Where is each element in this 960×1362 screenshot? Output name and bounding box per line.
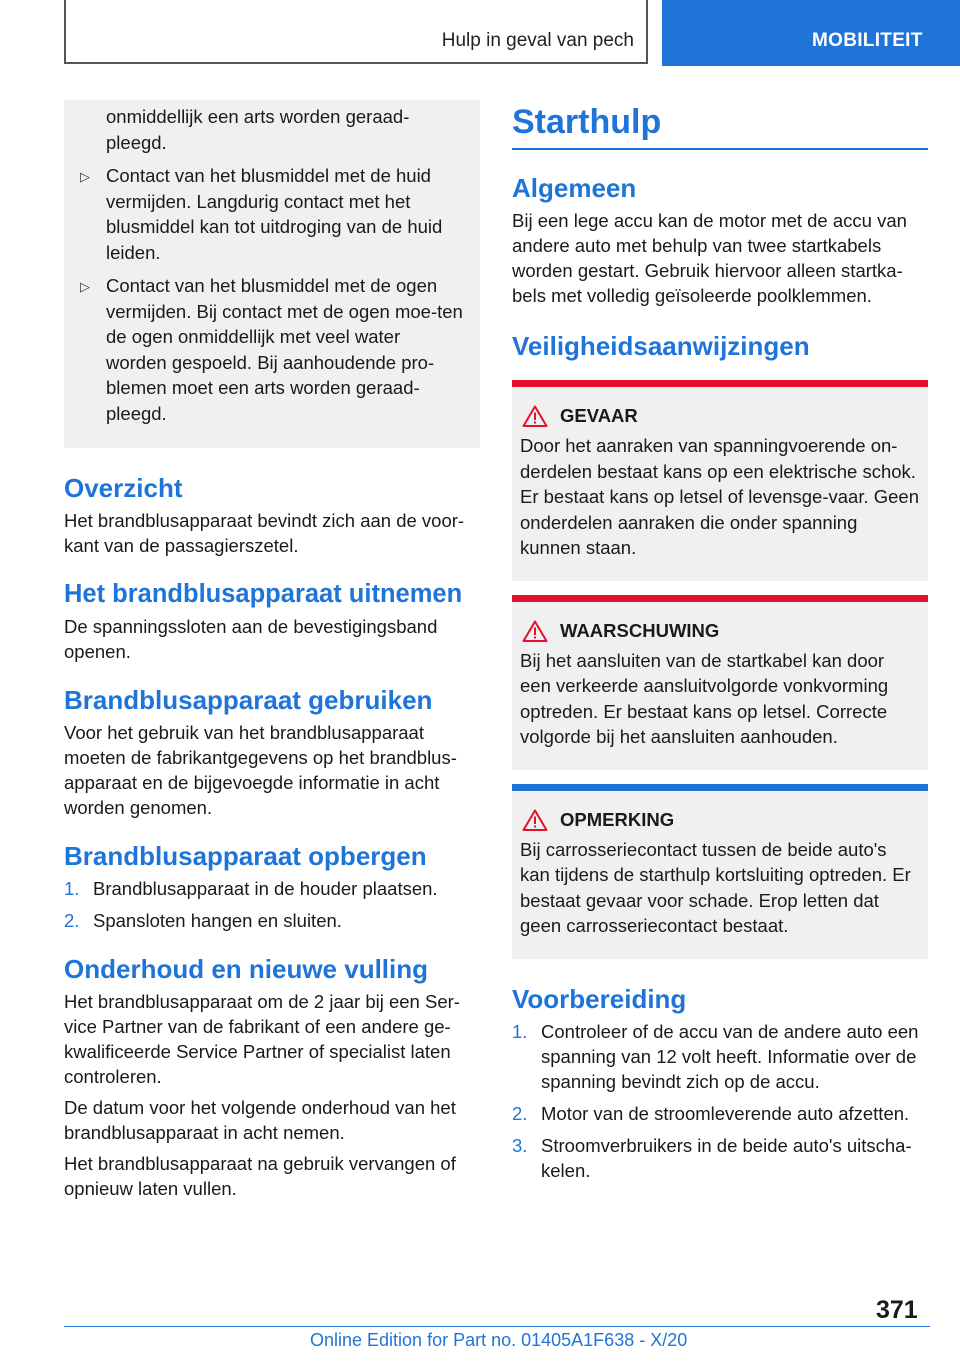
warning-text: Door het aanraken van spanningvoerende on-derdelen bestaat kans op een elektrische schok. Er bestaat kans op letsel of levensge-vaar. Geen onderdelen aanraken die onder spanning kunnen staan.: [520, 435, 920, 558]
warning-triangle-icon: [522, 809, 548, 831]
list-item-text: Brandblusapparaat in de houder plaatsen.: [93, 878, 438, 899]
list-item: [512, 1101, 928, 1126]
heading-overzicht: Overzicht: [64, 473, 183, 503]
heading-voorbereiding: Voorbereiding: [512, 983, 687, 1014]
bullet-triangle-icon: ▷: [80, 279, 90, 294]
warning-text: Bij carrosseriecontact tussen de beide auto's kan tijdens de starthulp kortsluiting optreden. Er bestaat gevaar voor schade. Erop letten dat geen carrosseriecontact bestaat.: [520, 838, 911, 936]
list-item-text: Motor van de stroomleverende auto afzetten.: [541, 1102, 910, 1124]
heading-opbergen: Brandblusapparaat opbergen: [64, 841, 427, 871]
heading-onderhoud: Onderhoud en nieuwe vulling: [64, 954, 429, 984]
list-item: [64, 876, 480, 901]
heading-uitnemen: Het brandblusapparaat uitnemen: [64, 580, 463, 608]
warning-box-opmerking: [512, 784, 928, 959]
text-uitnemen: De spanningssloten aan de bevestigingsband openen.: [64, 616, 438, 662]
heading-algemeen: Algemeen: [512, 173, 637, 203]
list-item-number: 2.: [64, 910, 80, 931]
warning-title: [520, 405, 920, 427]
left-column: [64, 100, 480, 1207]
list-item: [512, 1133, 928, 1183]
warning-triangle-icon: [522, 620, 548, 642]
header-chapter-label: MOBILITEIT: [812, 30, 923, 51]
header-chapter-tab[interactable]: [662, 0, 960, 66]
bullet-triangle-icon: ▷: [80, 169, 90, 184]
warning-label: OPMERKING: [560, 808, 675, 830]
list-item-number: 1.: [512, 1020, 528, 1042]
heading-veiligheid: Veiligheidsaanwijzingen: [512, 331, 810, 361]
list-item-number: 2.: [512, 1102, 528, 1124]
list-item-number: 1.: [64, 878, 80, 899]
page-number: 371: [876, 1296, 918, 1324]
text-algemeen: Bij een lege accu kan de motor met de accu van andere auto met behulp van twee startkabels worden gestart. Gebruik hiervoor alleen startka-bels met volledig geïsoleerde poolklemmen.: [512, 210, 907, 306]
list-item-number: 3.: [512, 1134, 528, 1156]
warning-label: WAARSCHUWING: [560, 619, 720, 641]
warning-text: Bij het aansluiten van de startkabel kan door een verkeerde aansluitvolgorde vonkvorming optreden. Er bestaat kans op letsel. Correcte volgorde bij het aansluiten aanhouden.: [520, 649, 889, 747]
list-item-text: Controleer of de accu van de andere auto een spanning van 12 volt heeft. Informatie over de spanning bevindt zich op de accu.: [541, 1020, 919, 1092]
box-bullet: [80, 163, 464, 265]
text-onderhoud-1: Het brandblusapparaat om de 2 jaar bij een Ser-vice Partner van de fabrikant of een andere ge-kwalificeerde Service Partner of specialist laten controleren.: [64, 991, 460, 1087]
list-item-text: Spansloten hangen en sluiten.: [93, 910, 342, 931]
footer-divider: [64, 1326, 930, 1327]
box-continuation-text: [80, 104, 464, 155]
list-voorbereiding: [512, 1019, 928, 1183]
list-opbergen: [64, 876, 480, 933]
box-bullet: [80, 273, 464, 426]
heading-gebruiken: Brandblusapparaat gebruiken: [64, 685, 433, 715]
text-onderhoud-2: De datum voor het volgende onderhoud van het brandblusapparaat in acht nemen.: [64, 1097, 456, 1143]
list-item: [512, 1019, 928, 1094]
text-gebruiken: Voor het gebruik van het brandblusapparaat moeten de fabrikantgegevens op het brandblus-apparaat en de bijgevoegde informatie in acht worden genomen.: [64, 722, 457, 818]
right-column: [512, 100, 928, 1190]
list-item-text: Stroomverbruikers in de beide auto's uitscha-kelen.: [541, 1134, 912, 1181]
list-item: [64, 908, 480, 933]
header-section-box: [64, 0, 648, 64]
header-section-title: Hulp in geval van pech: [441, 30, 634, 51]
chapter-title: Starthulp: [512, 100, 928, 150]
text-overzicht: Het brandblusapparaat bevindt zich aan de voor-kant van de passagierszetel.: [64, 510, 465, 556]
safety-note-box: [64, 100, 480, 448]
warning-triangle-icon: [522, 405, 548, 427]
footer-edition-link[interactable]: Online Edition for Part no. 01405A1F638 - X/20: [310, 1330, 688, 1350]
warning-label: GEVAAR: [560, 405, 638, 426]
warning-title: [520, 620, 920, 642]
bullet-text: Contact van het blusmiddel met de ogen vermijden. Bij contact met de ogen moe-ten de ogen onmiddellijk met veel water worden gespoeld. Bij aanhoudende pro-blemen moet een arts worden geraad-pleegd.: [106, 275, 463, 424]
warning-title: [520, 809, 920, 831]
text-onderhoud-3: Het brandblusapparaat na gebruik vervangen of opnieuw laten vullen.: [64, 1153, 456, 1199]
bullet-text: Contact van het blusmiddel met de huid vermijden. Langdurig contact met het blusmiddel kan tot uitdroging van de huid leiden.: [106, 165, 443, 263]
box-continuation-line: onmiddellijk een arts worden geraad- pleegd.: [106, 106, 410, 153]
warning-box-gevaar: [512, 380, 928, 581]
warning-box-waarschuwing: [512, 595, 928, 770]
